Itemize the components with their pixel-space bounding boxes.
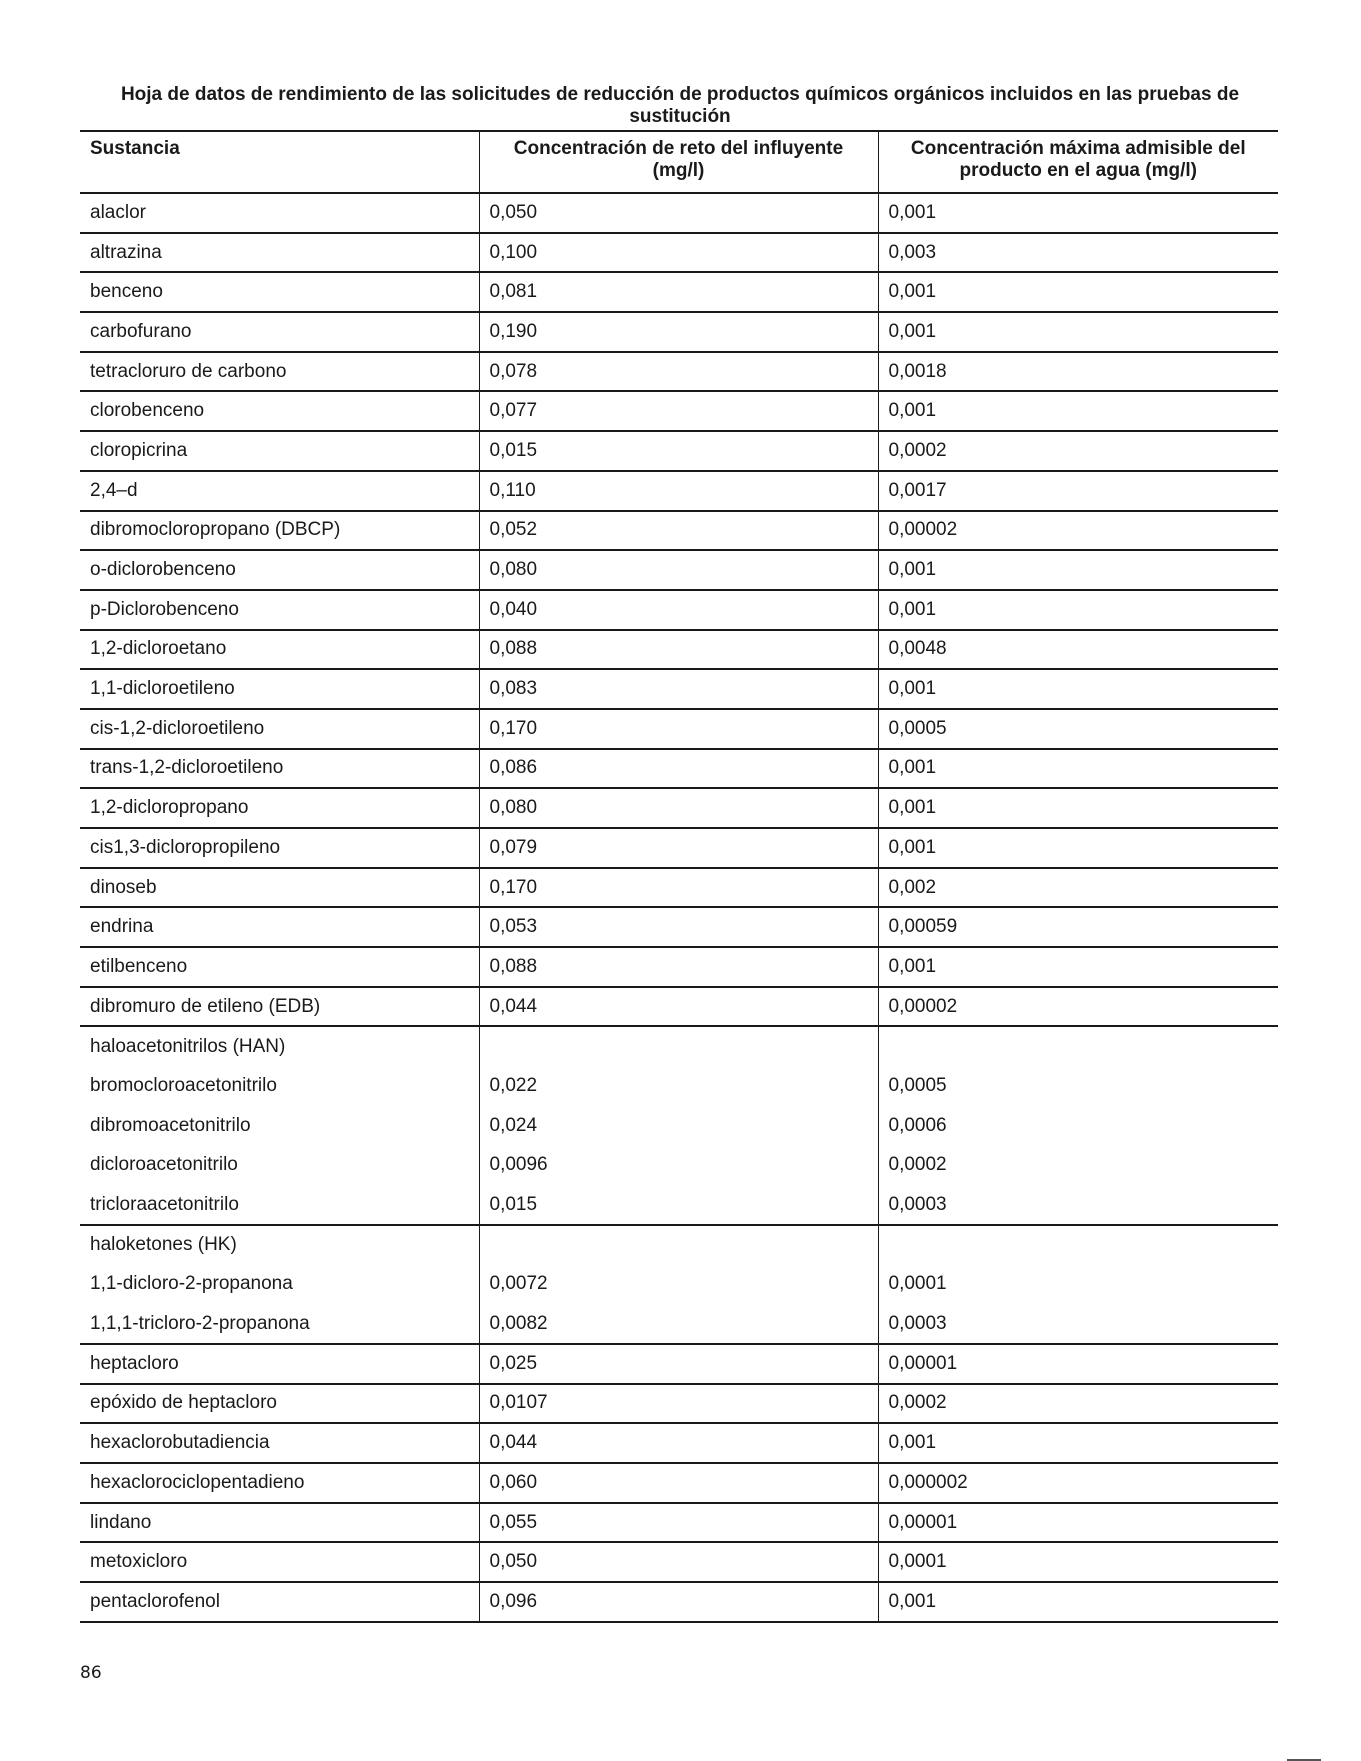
cell-influent: 0,052 bbox=[479, 511, 878, 551]
table-row bbox=[80, 1066, 1278, 1106]
cell-substance: endrina bbox=[80, 907, 479, 947]
cell-substance: o-diclorobenceno bbox=[80, 550, 479, 590]
cell-max bbox=[878, 1225, 1278, 1265]
cell-substance: haloacetonitrilos (HAN) bbox=[90, 1035, 286, 1057]
cell-max: 0,001 bbox=[878, 391, 1278, 431]
cell-substance: lindano bbox=[80, 1503, 479, 1543]
cell-influent: 0,025 bbox=[479, 1344, 878, 1384]
cell-max: 0,001 bbox=[878, 669, 1278, 709]
cell-substance: clorobenceno bbox=[80, 391, 479, 431]
table-row bbox=[80, 669, 1278, 709]
cell-substance: cis1,3-dicloropropileno bbox=[80, 828, 479, 868]
header-substance: Sustancia bbox=[80, 131, 479, 193]
cell-max: 0,001 bbox=[878, 193, 1278, 233]
table-row bbox=[80, 1225, 1278, 1265]
cell-max: 0,0002 bbox=[878, 431, 1278, 471]
table-row bbox=[80, 1463, 1278, 1503]
cell-substance: carbofurano bbox=[80, 312, 479, 352]
table-row bbox=[80, 788, 1278, 828]
cell-substance: cis-1,2-dicloroetileno bbox=[80, 709, 479, 749]
cell-max: 0,0006 bbox=[878, 1106, 1278, 1146]
table-row bbox=[80, 1384, 1278, 1424]
cell-influent bbox=[479, 1026, 878, 1066]
cell-substance: 2,4–d bbox=[80, 471, 479, 511]
cell-influent: 0,024 bbox=[479, 1106, 878, 1146]
cell-influent: 0,086 bbox=[479, 749, 878, 789]
cell-substance: p-Diclorobenceno bbox=[80, 590, 479, 630]
table-row bbox=[80, 1106, 1278, 1146]
cell-substance: dibromoacetonitrilo bbox=[90, 1114, 251, 1136]
cell-max: 0,001 bbox=[878, 550, 1278, 590]
table-row bbox=[80, 828, 1278, 868]
table-row bbox=[80, 1026, 1278, 1066]
table-row bbox=[80, 233, 1278, 273]
cell-substance: altrazina bbox=[80, 233, 479, 273]
cell-max: 0,0001 bbox=[878, 1265, 1278, 1305]
cell-substance: hexaclorobutadiencia bbox=[80, 1423, 479, 1463]
cell-substance: hexaclorociclopentadieno bbox=[80, 1463, 479, 1503]
cell-influent: 0,0107 bbox=[479, 1384, 878, 1424]
cell-substance: metoxicloro bbox=[80, 1542, 479, 1582]
cell-influent: 0,055 bbox=[479, 1503, 878, 1543]
table-row bbox=[80, 1344, 1278, 1384]
table-row bbox=[80, 1503, 1278, 1543]
cell-influent: 0,096 bbox=[479, 1582, 878, 1622]
header-max: Concentración máxima admisible del producto en el agua (mg/l) bbox=[878, 131, 1278, 193]
cell-substance: heptacloro bbox=[80, 1344, 479, 1384]
cell-influent: 0,0082 bbox=[479, 1304, 878, 1344]
cell-max: 0,003 bbox=[878, 233, 1278, 273]
page-title: Hoja de datos de rendimiento de las solicitudes de reducción de productos químicos orgánicos incluidos en las pruebas de sustitución bbox=[120, 84, 1240, 127]
table-row bbox=[80, 1423, 1278, 1463]
cell-max: 0,000002 bbox=[878, 1463, 1278, 1503]
cell-influent bbox=[479, 1225, 878, 1265]
substance-table bbox=[80, 130, 1278, 1623]
cell-max: 0,0018 bbox=[878, 352, 1278, 392]
cell-influent: 0,077 bbox=[479, 391, 878, 431]
cell-max: 0,00002 bbox=[878, 987, 1278, 1027]
cell-substance: 1,1,1-tricloro-2-propanona bbox=[80, 1304, 479, 1344]
table-body bbox=[80, 193, 1278, 1622]
table-row bbox=[80, 1582, 1278, 1622]
cell-substance: tricloraacetonitrilo bbox=[80, 1185, 479, 1225]
cell-substance: 1,1-dicloroetileno bbox=[80, 669, 479, 709]
cell-substance: tetracloruro de carbono bbox=[80, 352, 479, 392]
cell-substance: cloropicrina bbox=[80, 431, 479, 471]
cell-influent: 0,110 bbox=[479, 471, 878, 511]
cell-influent: 0,080 bbox=[479, 788, 878, 828]
cell-substance: dibromuro de etileno (EDB) bbox=[80, 987, 479, 1027]
cell-substance: alaclor bbox=[80, 193, 479, 233]
cell-influent: 0,078 bbox=[479, 352, 878, 392]
cell-max: 0,001 bbox=[878, 1582, 1278, 1622]
cell-max: 0,00001 bbox=[878, 1503, 1278, 1543]
table-row bbox=[80, 391, 1278, 431]
cell-influent: 0,088 bbox=[479, 947, 878, 987]
table-row bbox=[80, 550, 1278, 590]
table-row bbox=[80, 868, 1278, 908]
cell-max: 0,001 bbox=[878, 1423, 1278, 1463]
cell-influent: 0,040 bbox=[479, 590, 878, 630]
table-row bbox=[80, 1265, 1278, 1305]
table-row bbox=[80, 352, 1278, 392]
cell-influent: 0,015 bbox=[479, 431, 878, 471]
cell-max: 0,0002 bbox=[878, 1146, 1278, 1186]
table-row bbox=[80, 471, 1278, 511]
cell-max: 0,0048 bbox=[878, 630, 1278, 670]
table-row bbox=[80, 1146, 1278, 1186]
cell-substance: haloketones (HK) bbox=[90, 1234, 237, 1256]
cell-influent: 0,081 bbox=[479, 272, 878, 312]
cell-influent: 0,022 bbox=[479, 1066, 878, 1106]
cell-substance: etilbenceno bbox=[80, 947, 479, 987]
cell-max: 0,001 bbox=[878, 947, 1278, 987]
cell-influent: 0,079 bbox=[479, 828, 878, 868]
table-row bbox=[80, 511, 1278, 551]
cell-max: 0,0001 bbox=[878, 1542, 1278, 1582]
cell-substance: trans-1,2-dicloroetileno bbox=[80, 749, 479, 789]
cell-max: 0,0005 bbox=[878, 1066, 1278, 1106]
cell-max: 0,001 bbox=[878, 749, 1278, 789]
cell-max: 0,00002 bbox=[878, 511, 1278, 551]
cell-influent: 0,050 bbox=[479, 193, 878, 233]
cell-influent: 0,044 bbox=[479, 987, 878, 1027]
table-row bbox=[80, 709, 1278, 749]
cell-influent: 0,088 bbox=[479, 630, 878, 670]
table-row bbox=[80, 1304, 1278, 1344]
cell-substance: bromocloroacetonitrilo bbox=[90, 1074, 277, 1096]
cell-max: 0,0017 bbox=[878, 471, 1278, 511]
cell-max: 0,0002 bbox=[878, 1384, 1278, 1424]
cell-substance: dibromocloropropano (DBCP) bbox=[80, 511, 479, 551]
table-row bbox=[80, 590, 1278, 630]
cell-influent: 0,100 bbox=[479, 233, 878, 273]
cell-influent: 0,083 bbox=[479, 669, 878, 709]
cell-max: 0,00001 bbox=[878, 1344, 1278, 1384]
cell-influent: 0,0072 bbox=[479, 1265, 878, 1305]
table-row bbox=[80, 907, 1278, 947]
table-row bbox=[80, 987, 1278, 1027]
cell-influent: 0,050 bbox=[479, 1542, 878, 1582]
table-row bbox=[80, 1542, 1278, 1582]
cell-substance: 1,1-dicloro-2-propanona bbox=[90, 1273, 293, 1295]
table-row bbox=[80, 193, 1278, 233]
table-row bbox=[80, 630, 1278, 670]
cell-max: 0,001 bbox=[878, 590, 1278, 630]
table-row bbox=[80, 431, 1278, 471]
cell-max: 0,0003 bbox=[878, 1185, 1278, 1225]
table-row bbox=[80, 1185, 1278, 1225]
cell-max: 0,00059 bbox=[878, 907, 1278, 947]
table-row bbox=[80, 749, 1278, 789]
cell-max bbox=[878, 1026, 1278, 1066]
cell-influent: 0,170 bbox=[479, 709, 878, 749]
cell-substance: 1,2-dicloroetano bbox=[80, 630, 479, 670]
table-header-row bbox=[80, 131, 1278, 193]
cell-substance: pentaclorofenol bbox=[80, 1582, 479, 1622]
page-number: 86 bbox=[80, 1663, 102, 1683]
cell-influent: 0,053 bbox=[479, 907, 878, 947]
cell-influent: 0,060 bbox=[479, 1463, 878, 1503]
cell-substance: 1,2-dicloropropano bbox=[80, 788, 479, 828]
cell-max: 0,002 bbox=[878, 868, 1278, 908]
table-row bbox=[80, 312, 1278, 352]
cell-max: 0,001 bbox=[878, 312, 1278, 352]
cell-max: 0,001 bbox=[878, 828, 1278, 868]
cell-substance: epóxido de heptacloro bbox=[80, 1384, 479, 1424]
table-row bbox=[80, 947, 1278, 987]
cell-substance: dicloroacetonitrilo bbox=[90, 1154, 238, 1176]
cell-influent: 0,044 bbox=[479, 1423, 878, 1463]
cell-max: 0,0003 bbox=[878, 1304, 1278, 1344]
cell-influent: 0,170 bbox=[479, 868, 878, 908]
table-row bbox=[80, 272, 1278, 312]
header-influent: Concentración de reto del influyente (mg/l) bbox=[479, 131, 878, 193]
cell-influent: 0,0096 bbox=[479, 1146, 878, 1186]
cell-max: 0,001 bbox=[878, 272, 1278, 312]
cell-substance: dinoseb bbox=[80, 868, 479, 908]
cell-max: 0,0005 bbox=[878, 709, 1278, 749]
cell-max: 0,001 bbox=[878, 788, 1278, 828]
cell-influent: 0,190 bbox=[479, 312, 878, 352]
cell-substance: benceno bbox=[80, 272, 479, 312]
cell-influent: 0,080 bbox=[479, 550, 878, 590]
cell-influent: 0,015 bbox=[479, 1185, 878, 1225]
